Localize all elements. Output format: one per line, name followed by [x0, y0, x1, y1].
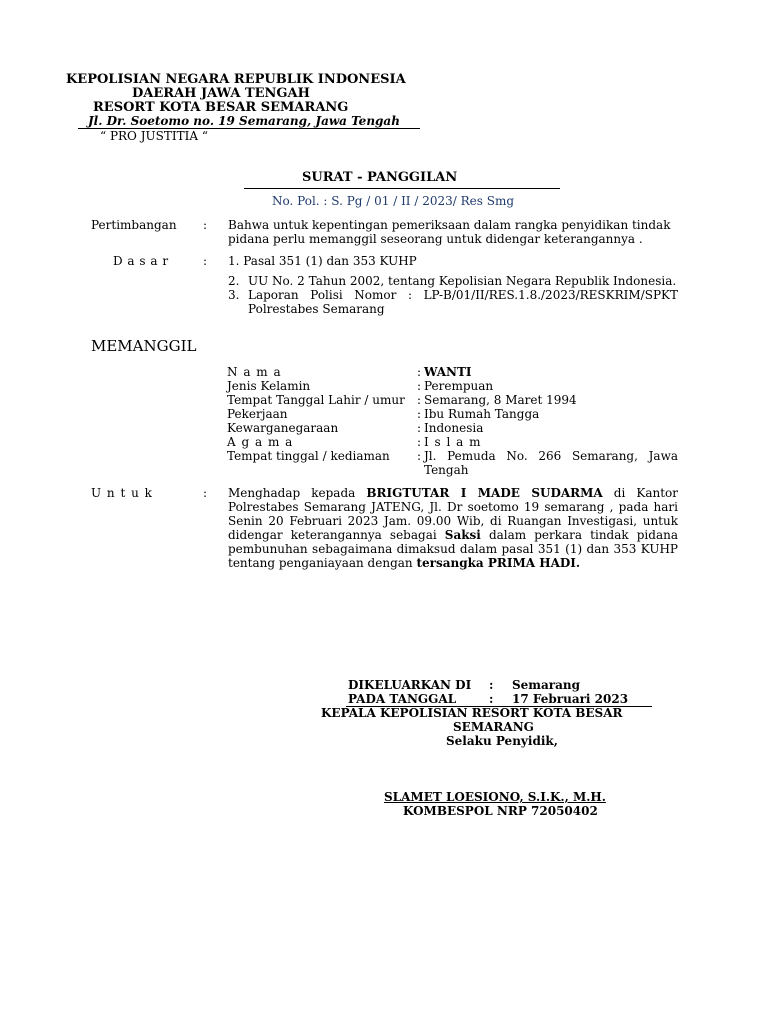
- person-colon: :: [417, 435, 422, 449]
- person-label-address: Tempat tinggal / kediaman: [227, 449, 390, 463]
- person-value-nationality: Indonesia: [424, 421, 484, 435]
- header-address: Jl. Dr. Soetomo no. 19 Semarang, Jawa Tengah: [88, 114, 400, 128]
- witness-status: Saksi: [444, 528, 481, 542]
- issuer-role: Selaku Penyidik,: [446, 734, 558, 748]
- letter-title: SURAT - PANGGILAN: [302, 170, 458, 185]
- person-value-nama: WANTI: [424, 365, 472, 379]
- person-label-gender: Jenis Kelamin: [227, 379, 311, 393]
- person-colon: :: [417, 379, 422, 393]
- person-value-job: Ibu Rumah Tangga: [424, 407, 540, 421]
- person-value-gender: Perempuan: [424, 379, 494, 393]
- dasar-item-3-text: Laporan Polisi Nomor : LP-B/01/II/RES.1.8./2023/RESKRIM/SPKT Polrestabes Semarang: [248, 288, 678, 316]
- person-value-religion: I s l a m: [424, 435, 482, 449]
- untuk-text-part2: di Kantor Polrestabes Semarang JATENG, Jl. Dr soetomo 19 semarang , pada hari Senin 20 Februari 2023 Jam. 09.00 Wib, di Ruangan Investigasi, untuk didengar keterangannya sebagai: [228, 486, 679, 542]
- dasar-colon: :: [203, 254, 208, 268]
- person-colon: :: [417, 449, 422, 463]
- untuk-text-part1: Menghadap kepada: [228, 486, 367, 500]
- pertimbangan-text: Bahwa untuk kepentingan pemeriksaan dalam rangka penyidikan tindak pidana perlu memanggil seseorang untuk didengar keterangannya .: [228, 218, 671, 246]
- person-label-birth: Tempat Tanggal Lahir / umur: [227, 393, 405, 407]
- dasar-item-3-number: 3.: [228, 288, 240, 302]
- issuer-office: KEPALA KEPOLISIAN RESORT KOTA BESAR: [321, 706, 623, 720]
- issuer-office-city: SEMARANG: [453, 720, 534, 734]
- person-label-religion: A g a m a: [227, 435, 294, 449]
- pertimbangan-label: Pertimbangan: [91, 218, 177, 232]
- pertimbangan-colon: :: [203, 218, 208, 232]
- person-label-nationality: Kewarganegaraan: [227, 421, 339, 435]
- suspect-name: tersangka PRIMA HADI.: [416, 556, 581, 570]
- header-agency: KEPOLISIAN NEGARA REPUBLIK INDONESIA: [66, 72, 406, 87]
- person-colon: :: [417, 393, 422, 407]
- dasar-item-1: 1. Pasal 351 (1) dan 353 KUHP: [228, 254, 417, 268]
- letter-number: No. Pol. : S. Pg / 01 / II / 2023/ Res Smg: [272, 194, 515, 208]
- dasar-label: D a s a r: [113, 254, 169, 268]
- dasar-item-2-text: UU No. 2 Tahun 2002, tentang Kepolisian Negara Republik Indonesia.: [248, 274, 677, 288]
- person-label-nama: N a m a: [227, 365, 282, 379]
- pro-justitia: “ PRO JUSTITIA “: [100, 129, 208, 143]
- person-label-job: Pekerjaan: [227, 407, 288, 421]
- person-value-address: Jl. Pemuda No. 266 Semarang, Jawa Tengah: [424, 449, 678, 477]
- header-resort: RESORT KOTA BESAR SEMARANG: [93, 100, 349, 115]
- memanggil-heading: MEMANGGIL: [91, 337, 197, 355]
- signatory-rank: KOMBESPOL NRP 72050402: [403, 804, 598, 818]
- signatory-name: SLAMET LOESIONO, S.I.K., M.H.: [384, 790, 606, 804]
- issued-place-value: Semarang: [512, 678, 580, 692]
- person-colon: :: [417, 365, 422, 379]
- dasar-item-2-number: 2.: [228, 274, 240, 288]
- issued-date-value: 17 Februari 2023: [512, 692, 629, 706]
- issued-place-colon: :: [489, 678, 494, 692]
- issued-place-label: DIKELUARKAN DI: [348, 678, 472, 692]
- header-region: DAERAH JAWA TENGAH: [132, 86, 310, 101]
- untuk-colon: :: [203, 486, 208, 500]
- untuk-text: [228, 486, 678, 570]
- untuk-text-part3: dalam perkara tindak pidana pembunuhan sebagaimana dimaksud dalam pasal 351 (1) dan 353 KUHP tentang penganiayaan dengan: [228, 528, 678, 570]
- investigator-name: BRIGTUTAR I MADE SUDARMA: [366, 486, 603, 500]
- person-colon: :: [417, 421, 422, 435]
- person-colon: :: [417, 407, 422, 421]
- person-value-birth: Semarang, 8 Maret 1994: [424, 393, 577, 407]
- issued-date-colon: :: [489, 692, 494, 706]
- untuk-label: U n t u k: [91, 486, 153, 500]
- title-rule: [244, 188, 560, 189]
- issued-date-label: PADA TANGGAL: [348, 692, 457, 706]
